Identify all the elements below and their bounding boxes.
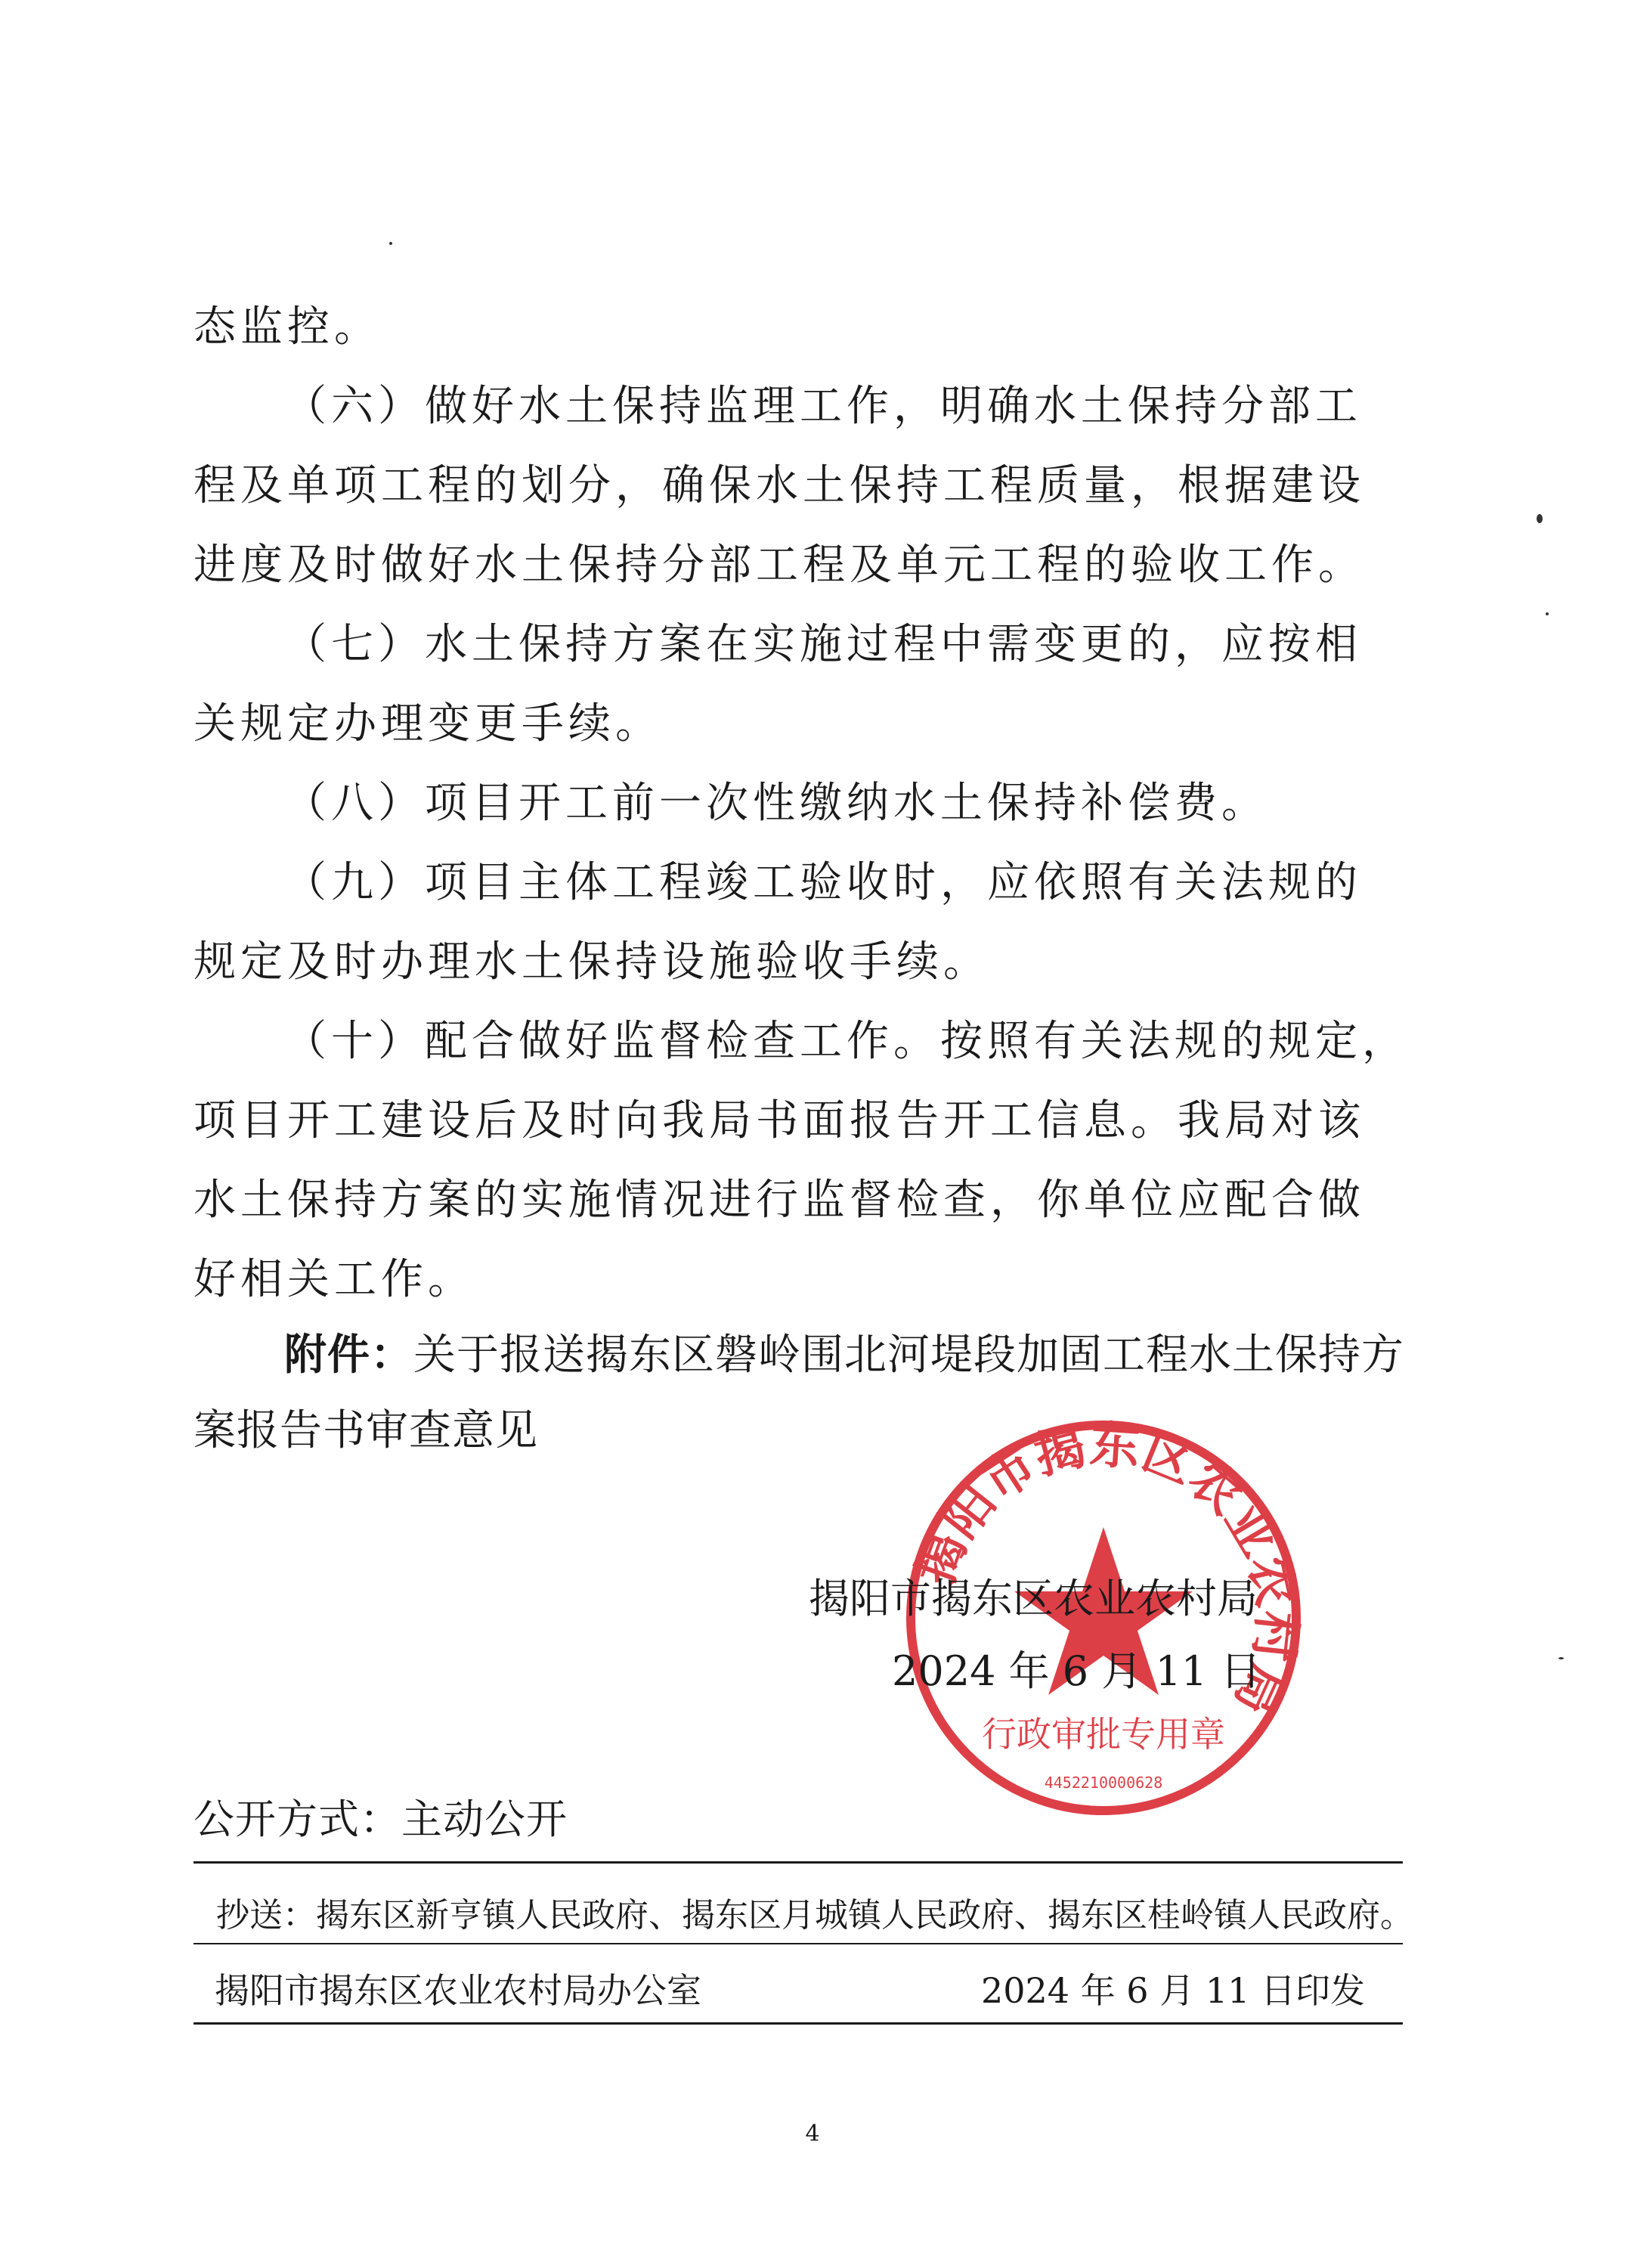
scan-speck [1558, 1657, 1564, 1659]
signature-org: 揭阳市揭东区农业农村局 [809, 1575, 1258, 1622]
body-line-11: 项目开工建设后及时向我局书面报告开工信息。我局对该 [193, 1096, 1365, 1145]
body-line-9: 规定及时办理水土保持设施验收手续。 [193, 937, 990, 987]
scan-speck [389, 242, 392, 245]
footer-rule-bottom [193, 2022, 1403, 2025]
body-line-3: 程及单项工程的划分，确保水土保持工程质量，根据建设 [193, 461, 1365, 510]
footer-rule-middle [193, 1943, 1403, 1944]
disclosure-method: 公开方式：主动公开 [193, 1796, 568, 1843]
body-line-1: 态监控。 [193, 302, 381, 352]
body-line-12: 水土保持方案的实施情况进行监督检查，你单位应配合做 [193, 1176, 1365, 1225]
issuing-office: 揭阳市揭东区农业农村局办公室 [215, 1970, 701, 2011]
body-line-7: （八）项目开工前一次性缴纳水土保持补偿费。 [284, 779, 1268, 828]
body-line-2: （六）做好水土保持监理工作，明确水土保持分部工 [284, 382, 1362, 431]
seal-ring-text: 揭阳市揭东区农业农村局 [905, 1414, 1307, 1724]
scan-speck [1546, 612, 1549, 615]
seal-serial: 4452210000628 [1044, 1774, 1163, 1792]
body-line-13: 好相关工作。 [193, 1255, 475, 1304]
body-line-8: （九）项目主体工程竣工验收时，应依照有关法规的 [284, 858, 1362, 907]
signature-date: 2024 年 6 月 11 日 [892, 1647, 1261, 1695]
scan-speck [1537, 514, 1543, 523]
attachment-line-1 [284, 1331, 1524, 1380]
attachment-title: 关于报送揭东区磐岭围北河堤段加固工程水土保持方 [413, 1331, 1404, 1380]
issue-date: 2024 年 6 月 11 日印发 [981, 1970, 1365, 2011]
attachment-label: 附件： [284, 1331, 413, 1380]
body-line-4: 进度及时做好水土保持分部工程及单元工程的验收工作。 [193, 541, 1365, 590]
attachment-line-2: 案报告书审查意见 [193, 1406, 538, 1455]
body-line-6: 关规定办理变更手续。 [193, 699, 662, 748]
body-line-10: （十）配合做好监督检查工作。按照有关法规的规定， [284, 1017, 1409, 1066]
seal-inner-text: 行政审批专用章 [982, 1714, 1225, 1755]
body-line-5: （七）水土保持方案在实施过程中需变更的，应按相 [284, 620, 1362, 669]
cc-list: 抄送：揭东区新亨镇人民政府、揭东区月城镇人民政府、揭东区桂岭镇人民政府。 [216, 1896, 1413, 1935]
footer-rule-top [193, 1861, 1403, 1864]
page-number: 4 [805, 2121, 820, 2147]
